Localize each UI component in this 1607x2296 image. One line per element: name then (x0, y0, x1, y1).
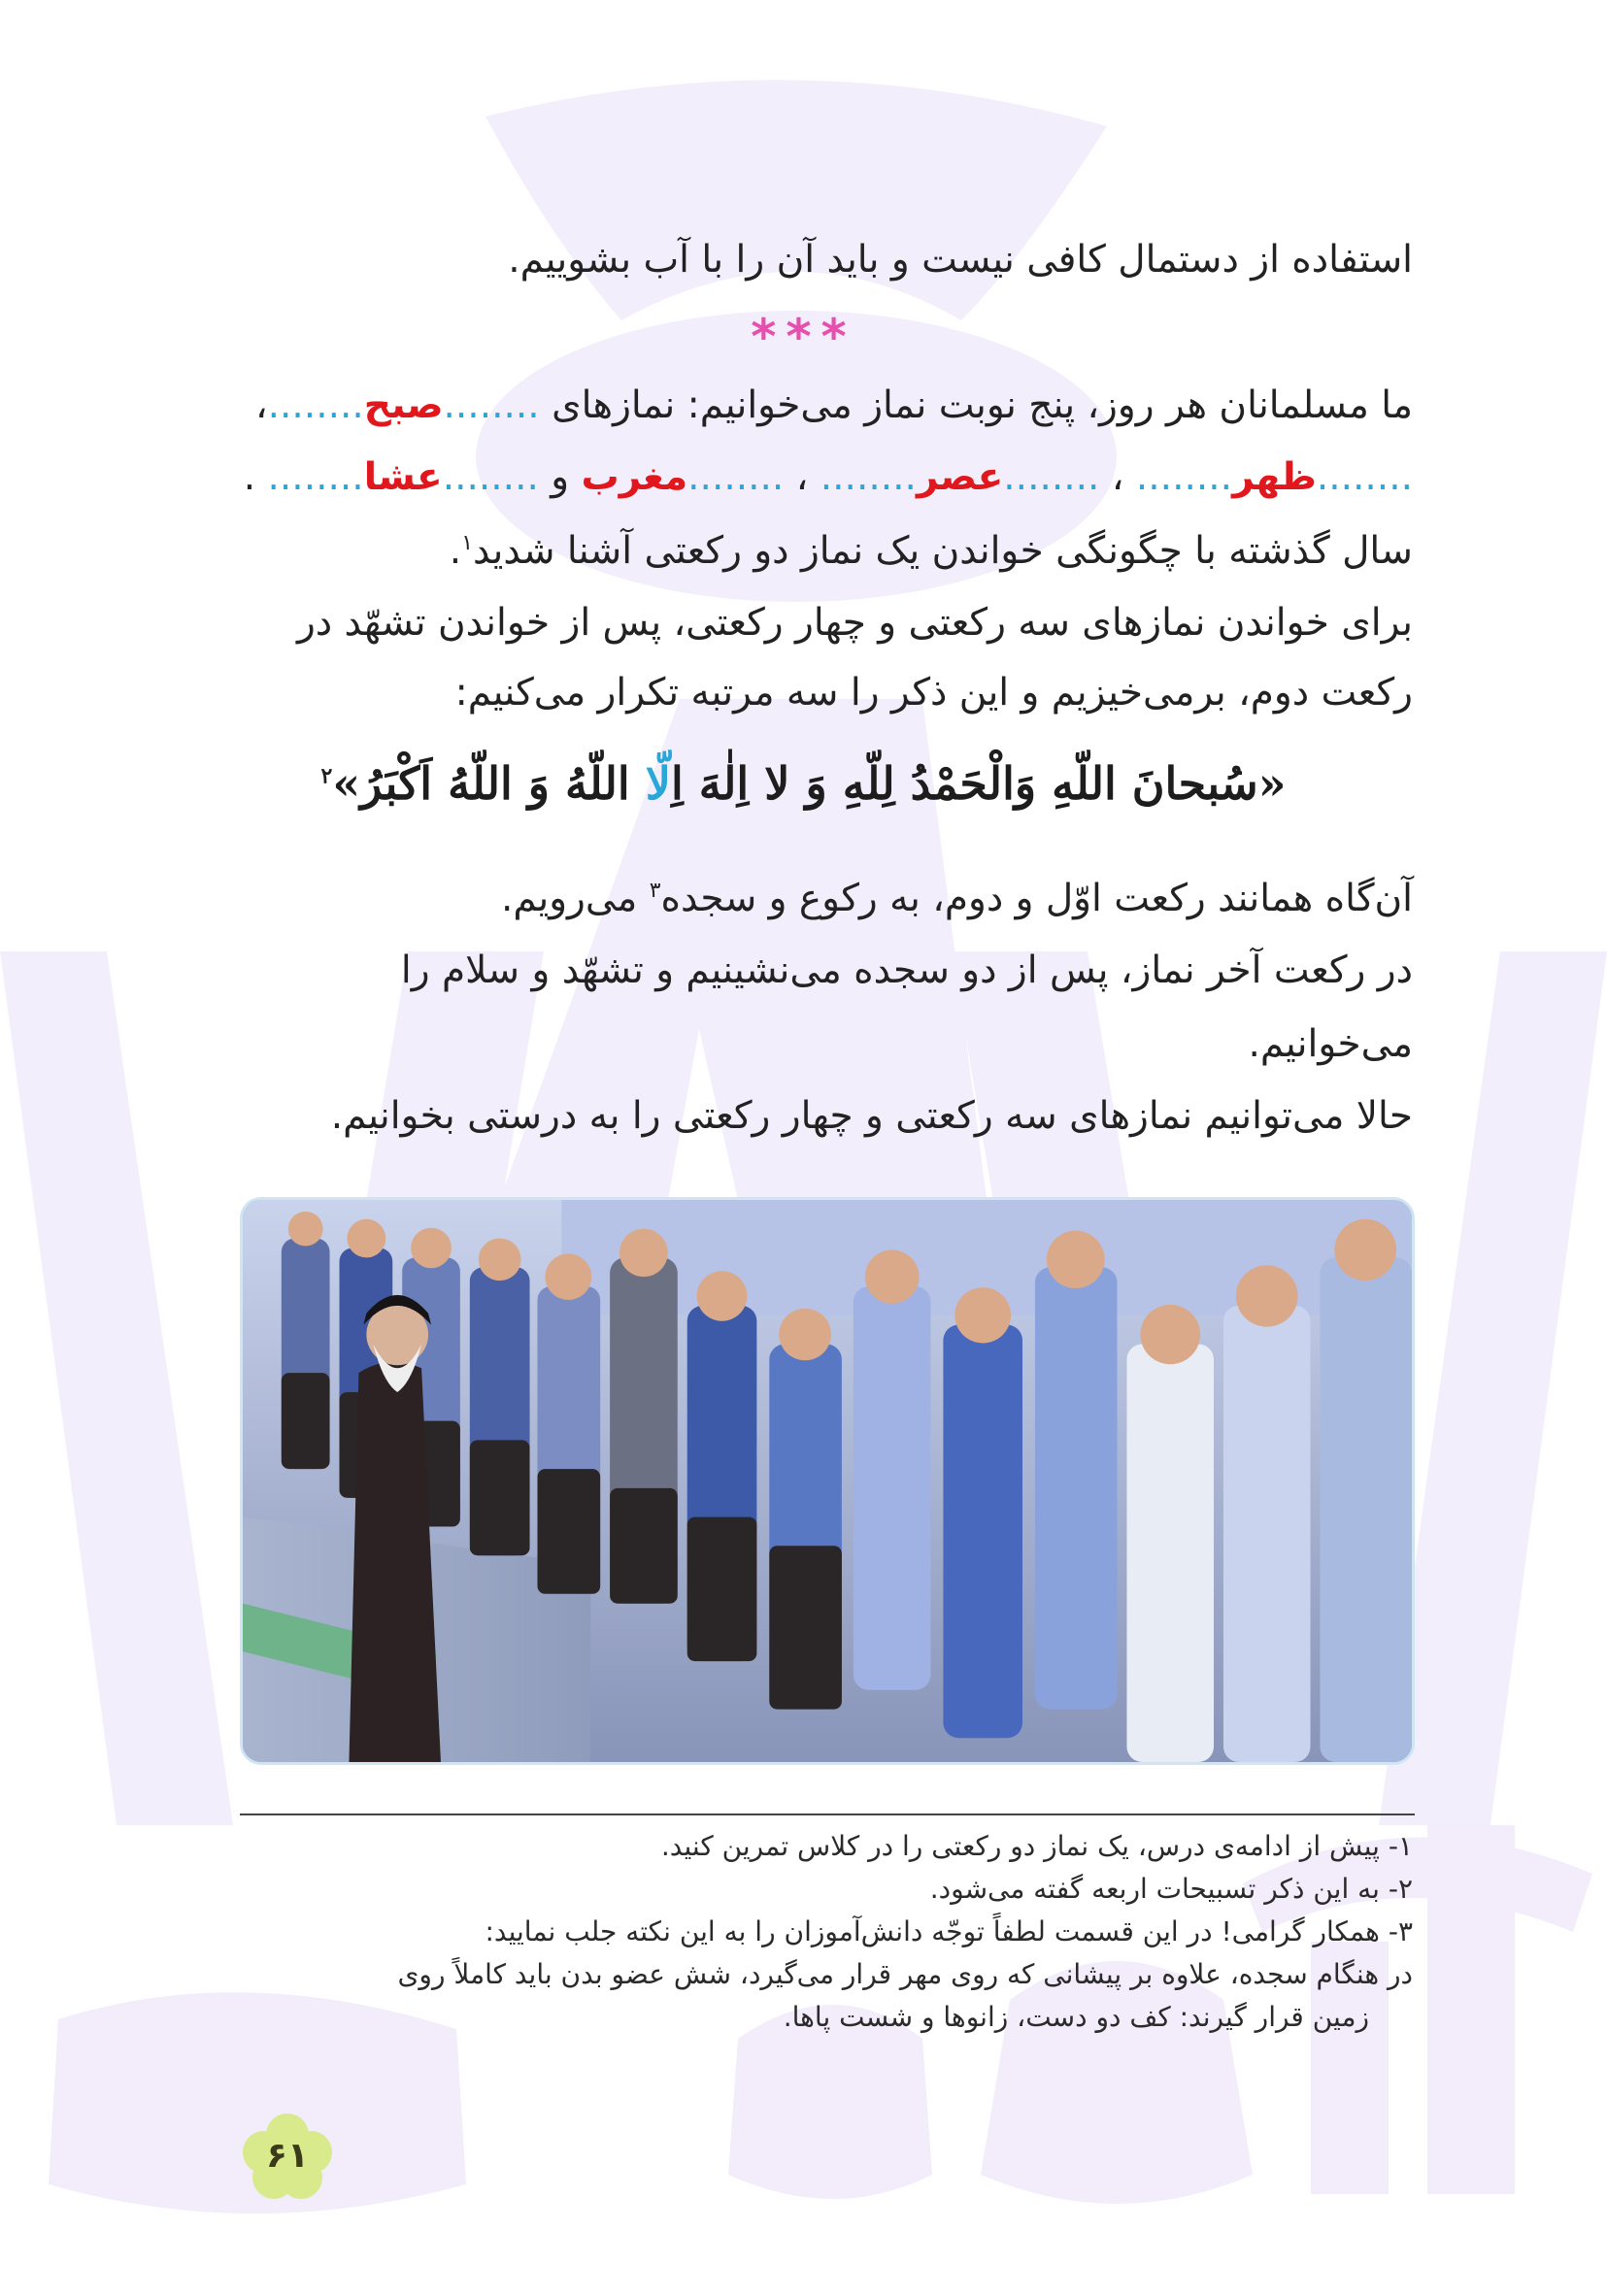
answer-maghrib: مغرب (581, 455, 688, 499)
footnote-ref-1: ۱ (461, 531, 474, 555)
answer-isha: عشا (363, 455, 443, 499)
footnote-ref-3: ۳ (649, 879, 661, 903)
paragraph-three-four-line1: برای خواندن نمازهای سه رکعتی و چهار رکعتی، پس از خواندن تشهّد در (296, 601, 1413, 645)
footnote-ref-2: ۲ (320, 763, 333, 789)
prayer-blanks-row: ........ظهر........ ، ........عصر........ ، ........مغرب و ........عشا........ . (243, 455, 1413, 499)
blank-dhuhr: ........ظهر........ (1135, 455, 1413, 499)
blank-isha: ........عشا........ (267, 455, 539, 499)
footnote-3-line2: در هنگام سجده، علاوه بر پیشانی که روی مهر قرار می‌گیرد، شش عضو بدن باید کاملاً روی (397, 1958, 1413, 1990)
answer-fajr: صبح (363, 383, 444, 427)
footnote-1: ۱- پیش از ادامه‌ی درس، یک نماز دو رکعتی را در کلاس تمرین کنید. (660, 1830, 1413, 1862)
paragraph-five-prayers: ما مسلمانان هر روز، پنج نوبت نماز می‌خوانیم: نمازهای ........صبح........، (255, 383, 1413, 427)
answer-dhuhr: ظهر (1232, 455, 1317, 499)
paragraph-last-rakat-line2: می‌خوانیم. (1248, 1022, 1413, 1066)
answer-asr: عصر (916, 455, 1004, 499)
page-number-badge (241, 2112, 334, 2201)
footnote-2: ۲- به این ذکر تسبیحات اربعه گفته می‌شود. (929, 1873, 1413, 1905)
prayers-intro: ما مسلمانان هر روز، پنج نوبت نماز می‌خوانیم: نمازهای (552, 383, 1413, 427)
footnote-divider (240, 1814, 1415, 1815)
footnote-3-line3: زمین قرار گیرند: کف دو دست، زانوها و شست پاها. (783, 2001, 1369, 2033)
blank-fajr: ........صبح........ (267, 383, 540, 427)
paragraph-ruku-sujud: آن‌گاه همانند رکعت اوّل و دوم، به رکوع و سجده$^۳$ می‌رویم. (501, 877, 1413, 920)
paragraph-now: حالا می‌توانیم نمازهای سه رکعتی و چهار رکعتی را به درستی بخوانیم. (330, 1094, 1413, 1138)
page-number: ۶۱ (266, 2136, 309, 2176)
tasbihat-arbaa: «سُبحانَ اللّهِ وَالْحَمْدُ لِلّهِ وَ لا اِلٰهَ اِلّا اللّهُ وَ اللّهُ اَکْبَرُ»$^۲$ (320, 757, 1287, 810)
blank-maghrib: ........مغرب (581, 455, 785, 499)
paragraph-last-year: سال گذشته با چگونگی خواندن یک نماز دو رکعتی آشنا شدید$^۱$. (449, 529, 1413, 573)
paragraph-cleaning: استفاده از دستمال کافی نیست و باید آن را با آب بشوییم. (508, 238, 1413, 282)
congregational-prayer-photo (240, 1197, 1415, 1765)
paragraph-three-four-line2: رکعت دوم، برمی‌خیزیم و این ذکر را سه مرتبه تکرار می‌کنیم: (454, 671, 1413, 715)
blank-asr: ........عصر........ (820, 455, 1100, 499)
footnote-3: ۳- همکار گرامی! در این قسمت لطفاً توجّه دانش‌آموزان را به این نکته جلب نمایید: (485, 1915, 1413, 1947)
section-separator: *** (751, 309, 856, 365)
paragraph-last-rakat-line1: در رکعت آخر نماز، پس از دو سجده می‌نشینیم و تشهّد و سلام را (400, 948, 1413, 992)
